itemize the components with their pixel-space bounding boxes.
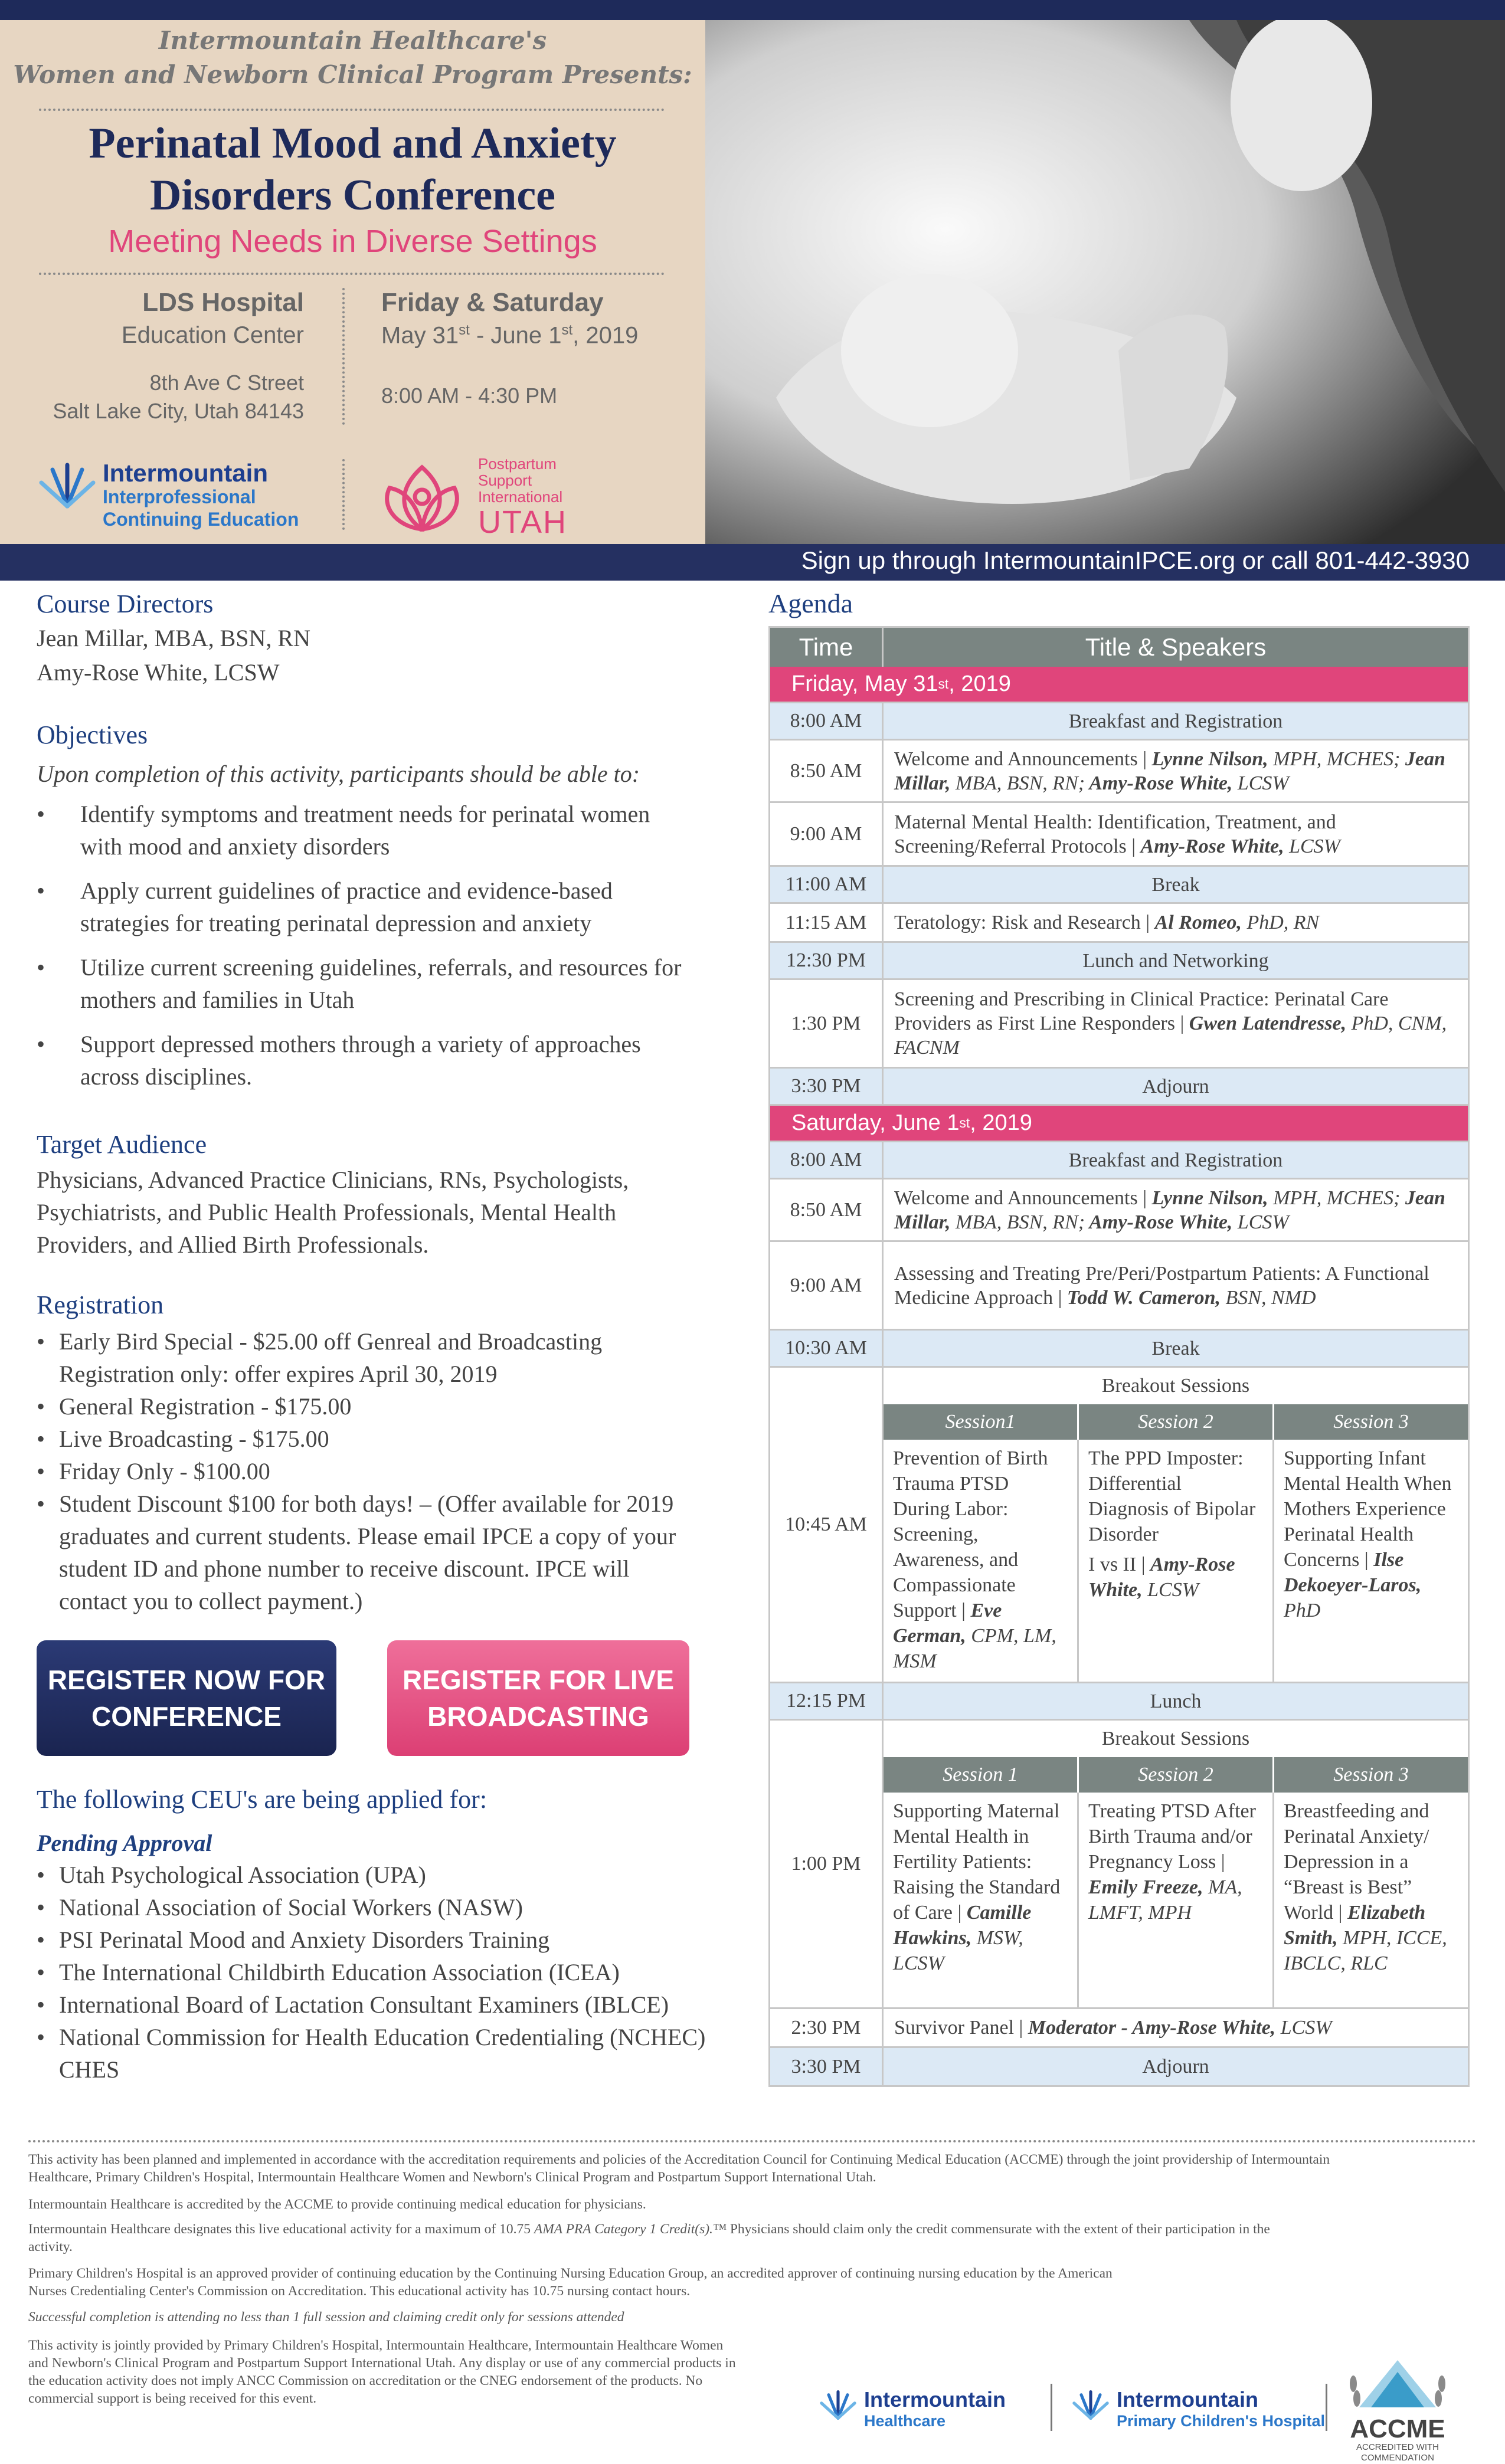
day-friday: Friday, May 31 st , 2019 (770, 667, 1468, 703)
session-headers (884, 1757, 1468, 1793)
table-row (770, 740, 1468, 803)
footer-divider (28, 2140, 1477, 2142)
session-cell: Supporting Infant Mental Health When Mothers Experience Perinatal Health Concerns | Ilse Dekoeyer-Laros, PhD (1272, 1440, 1468, 1682)
list-item: • PSI Perinatal Mood and Anxiety Disorders Training (37, 1924, 709, 1956)
psi-utah-logo (378, 455, 567, 541)
conference-title-2: Disorders Conference (149, 171, 556, 219)
row-time: 11:15 AM (770, 904, 884, 941)
breakout-sessions (884, 1368, 1468, 1682)
logo-sub: Healthcare (864, 2412, 946, 2430)
logo-name: Intermountain (103, 459, 268, 487)
row-title: Welcome and Announcements | Lynne Nilson, MPH, MCHES; Jean Millar, MBA, BSN, RN; Amy-Rose White, LCSW (894, 748, 1445, 794)
conference-title-1: Perinatal Mood and Anxiety (89, 119, 617, 168)
list-item: • The International Childbirth Education Association (ICEA) (37, 1956, 709, 1988)
logo-separator (1326, 2384, 1327, 2431)
divider (39, 109, 665, 111)
divider (39, 273, 665, 275)
session-header: Session 3 (1272, 1404, 1468, 1440)
footer-joint-provider: This activity is jointly provided by Primary Children's Hospital, Intermountain Healthcare, Intermountain Healthcare Women and Newborn's Clinical Program and Postpartum Support International Utah. Any display or use of any commercial products in the education activity does not imply ANCC Commission on accreditation or the CNEG endorsement of the products. No commercial support is being received for this event. (28, 2338, 736, 2406)
vertical-divider (342, 288, 345, 425)
presents-line-1: Intermountain Healthcare's (158, 26, 547, 55)
session-cells (884, 1793, 1468, 2007)
list-item: • Friday Only - $100.00 (37, 1455, 698, 1487)
row-title: Lunch (1150, 1690, 1202, 1712)
session-headers (884, 1404, 1468, 1440)
row-time: 8:50 AM (770, 740, 884, 801)
list-item: • Utilize current screening guidelines, referrals, and resources for mothers and families in Utah (37, 951, 698, 1016)
agenda-table (768, 626, 1470, 2087)
list-item: • National Commission for Health Education Credentialing (NCHEC) CHES (37, 2021, 709, 2086)
objectives-heading: Objectives (37, 720, 148, 749)
session-cells (884, 1440, 1468, 1682)
table-row (770, 943, 1468, 980)
signup-text[interactable]: Sign up through IntermountainIPCE.org or call 801-442-3930 (801, 546, 1470, 574)
accme-badge (1339, 2354, 1457, 2463)
venue-name: LDS Hospital (142, 288, 304, 317)
logo-line-3: Continuing Education (103, 509, 299, 530)
intermountain-ipce-logo (38, 459, 299, 530)
row-title: Breakfast and Registration (1068, 1149, 1283, 1171)
table-row (770, 904, 1468, 943)
registration-heading: Registration (37, 1290, 164, 1319)
button-label: REGISTER NOW FOR (47, 1664, 326, 1695)
agenda-heading: Agenda (768, 588, 853, 618)
session-cell: Treating PTSD After Birth Trauma and/or Pregnancy Loss | Emily Freeze, MA, LMFT, MPH (1077, 1793, 1272, 2007)
row-time: 9:00 AM (770, 1242, 884, 1329)
row-time: 8:50 AM (770, 1179, 884, 1240)
row-time: 2:30 PM (770, 2009, 884, 2046)
row-time: 10:30 AM (770, 1331, 884, 1366)
row-time: 12:15 PM (770, 1683, 884, 1719)
psi-line-3: International (478, 488, 563, 506)
table-row (770, 1142, 1468, 1179)
row-time: 12:30 PM (770, 943, 884, 978)
table-row (770, 980, 1468, 1069)
logo-line-2: Interprofessional (103, 486, 256, 507)
objectives-list (37, 798, 698, 1105)
psi-utah: UTAH (478, 504, 567, 540)
button-label: BROADCASTING (427, 1701, 649, 1732)
top-bar (0, 0, 1505, 20)
session-cell: Breastfeeding and Perinatal Anxiety/ Depression in a “Breast is Best” World | Elizabeth Smith, MPH, ICCE, IBCLC, RLC (1272, 1793, 1468, 2007)
register-live-button[interactable] (387, 1640, 689, 1756)
accme-label: ACCME (1350, 2414, 1445, 2443)
table-row (770, 1242, 1468, 1331)
row-title: Breakfast and Registration (1068, 710, 1283, 732)
row-title: Break (1151, 1337, 1200, 1359)
row-time: 3:30 PM (770, 1069, 884, 1104)
objectives-intro: Upon completion of this activity, participants should be able to: (37, 761, 640, 787)
row-time: 11:00 AM (770, 867, 884, 902)
accme-laurel-icon (1347, 2354, 1448, 2413)
psi-line-2: Support (478, 471, 532, 489)
psi-line-1: Postpartum (478, 455, 557, 473)
footer-credits: Intermountain Healthcare designates this live educational activity for a maximum of 10.75 AMA PRA Category 1 Credit(s).™ Physicians should claim only the credit commensurate with the extent of their participation in the activity. (28, 2221, 1270, 2255)
row-title: Lunch and Networking (1082, 949, 1269, 972)
presents-line-2: Women and Newborn Clinical Program Presents: (13, 60, 692, 89)
list-item: • International Board of Lactation Consultant Examiners (IBLCE) (37, 1988, 709, 2021)
conference-subtitle: Meeting Needs in Diverse Settings (108, 224, 597, 259)
breakout-title: Breakout Sessions (1101, 1375, 1250, 1397)
row-time: 3:30 PM (770, 2048, 884, 2085)
row-time: 8:00 AM (770, 1142, 884, 1178)
table-row (770, 867, 1468, 904)
table-row (770, 1069, 1468, 1106)
intermountain-burst-icon (819, 2387, 857, 2423)
target-audience-text: Physicians, Advanced Practice Clinicians, RNs, Psychologists, Psychiatrists, and Public Health Professionals, Mental Health Providers, and Allied Birth Professionals. (37, 1167, 629, 1258)
row-title: Maternal Mental Health: Identification, Treatment, and Screening/Referral Protocols | Amy-Rose White, LCSW (894, 811, 1340, 857)
session-header: Session 1 (884, 1757, 1077, 1793)
address-line-2: Salt Lake City, Utah 84143 (53, 399, 304, 423)
agenda-header-row (770, 628, 1468, 667)
row-time: 1:00 PM (770, 1721, 884, 2007)
table-row (770, 2009, 1468, 2048)
logo-name: Intermountain (864, 2387, 1006, 2411)
mother-baby-photo (705, 20, 1505, 544)
row-time: 9:00 AM (770, 803, 884, 865)
breakout-title: Breakout Sessions (1101, 1728, 1250, 1749)
session-cell: Prevention of Birth Trauma PTSD During Labor: Screening, Awareness, and Compassionate Support | Eve German, CPM, LM, MSM (893, 1447, 1056, 1672)
time-column-header: Time (770, 628, 884, 667)
event-days: Friday & Saturday (381, 288, 604, 317)
list-item: • Early Bird Special - $25.00 off Genreal and Broadcasting Registration only: offer expires April 30, 2019 (37, 1325, 698, 1390)
row-title: Break (1151, 873, 1200, 896)
course-directors-heading: Course Directors (37, 589, 214, 618)
list-item: • Identify symptoms and treatment needs for perinatal women with mood and anxiety disorders (37, 798, 698, 863)
table-row (770, 703, 1468, 740)
row-title: Adjourn (1142, 2056, 1209, 2078)
breakout-row (770, 1368, 1468, 1683)
ceu-list (37, 1859, 709, 2086)
director-1: Jean Millar, MBA, BSN, RN (37, 625, 310, 651)
session-header: Session 2 (1077, 1404, 1272, 1440)
registration-list (37, 1325, 698, 1617)
button-label: REGISTER FOR LIVE (402, 1664, 675, 1695)
session-header: Session1 (884, 1404, 1077, 1440)
list-item: • Apply current guidelines of practice and evidence-based strategies for treating perinatal depression and anxiety (37, 874, 698, 939)
list-item: • Support depressed mothers through a variety of approaches across disciplines. (37, 1028, 698, 1093)
row-title: Adjourn (1142, 1075, 1209, 1097)
list-item: • Live Broadcasting - $175.00 (37, 1423, 698, 1455)
logo-name: Intermountain (1117, 2387, 1258, 2411)
intermountain-burst-icon (1072, 2387, 1110, 2423)
row-time: 10:45 AM (770, 1368, 884, 1682)
session-header: Session 3 (1272, 1757, 1468, 1793)
table-row (770, 803, 1468, 867)
footer-accme: Intermountain Healthcare is accredited by the ACCME to provide continuing medical education for physicians. (28, 2197, 646, 2212)
intermountain-burst-icon (38, 459, 97, 512)
session-cell: Supporting Maternal Mental Health in Fertility Patients: Raising the Standard of Care | Camille Hawkins, MSW, LCSW (893, 1800, 1061, 1974)
list-item: • Utah Psychological Association (UPA) (37, 1859, 709, 1891)
lotus-icon (378, 456, 466, 538)
table-row (770, 2048, 1468, 2085)
row-title: Teratology: Risk and Research | Al Romeo, PhD, RN (894, 912, 1320, 933)
logo-separator (1051, 2384, 1052, 2431)
breakout-row (770, 1721, 1468, 2009)
table-row (770, 1683, 1468, 1721)
register-conference-button[interactable] (37, 1640, 336, 1756)
row-time: 8:00 AM (770, 703, 884, 739)
row-time: 1:30 PM (770, 980, 884, 1067)
accme-line: ACCREDITED WITH (1356, 2442, 1439, 2452)
pending-approval: Pending Approval (37, 1830, 212, 1856)
breakout-sessions (884, 1721, 1468, 2007)
list-item: • General Registration - $175.00 (37, 1390, 698, 1423)
list-item: • Student Discount $100 for both days! – (Offer available for 2019 graduates and current students. Please email IPCE a copy of your student ID and phone number to receive discount. IPCE will contact you to collect payment.) (37, 1487, 698, 1617)
table-row (770, 1179, 1468, 1242)
venue-center: Education Center (121, 322, 304, 348)
address-line-1: 8th Ave C Street (149, 371, 304, 395)
event-hours: 8:00 AM - 4:30 PM (381, 384, 558, 408)
footer-accreditation: This activity has been planned and implemented in accordance with the accreditation requirements and policies of the Accreditation Council for Continuing Medical Education (ACCME) through the joint providership of Intermountain Healthcare, Primary Children's Hospital, Intermountain Healthcare Women and Newborn's Clinical Program and Postpartum Support International Utah. (28, 2152, 1330, 2185)
row-title: Survivor Panel | Moderator - Amy-Rose White, LCSW (894, 2017, 1332, 2039)
logo-sub: Primary Children's Hospital (1117, 2412, 1326, 2430)
row-title: Screening and Prescribing in Clinical Practice: Perinatal Care Providers as First Line Responders | Gwen Latendresse, PhD, CNM, FACNM (894, 988, 1447, 1059)
day-saturday: Saturday, June 1 st , 2019 (770, 1106, 1468, 1142)
row-title: Assessing and Treating Pre/Peri/Postpartum Patients: A Functional Medicine Approach | Todd W. Cameron, BSN, NMD (894, 1262, 1429, 1309)
event-dates: May 31st - June 1st, 2019 (381, 322, 639, 349)
row-title: Welcome and Announcements | Lynne Nilson, MPH, MCHES; Jean Millar, MBA, BSN, RN; Amy-Rose White, LCSW (894, 1187, 1445, 1233)
button-label: CONFERENCE (91, 1701, 282, 1732)
ceu-heading: The following CEU's are being applied for: (37, 1785, 488, 1814)
footer-nursing: Primary Children's Hospital is an approved provider of continuing education by the Continuing Nursing Education Group, an accredited approver of continuing nursing education by the American Nurses Credentialing Center's Commission on Accreditation. This educational activity has 10.75 nursing contact hours. (28, 2266, 1113, 2299)
accme-line: COMMENDATION (1361, 2453, 1434, 2463)
vertical-divider (342, 459, 345, 530)
session-cell: The PPD Imposter: Differential Diagnosis of Bipolar Disorder I vs II | Amy-Rose White, LCSW (1077, 1440, 1272, 1682)
list-item: • National Association of Social Workers (NASW) (37, 1891, 709, 1924)
table-row (770, 1331, 1468, 1368)
target-audience-heading: Target Audience (37, 1130, 207, 1159)
session-header: Session 2 (1077, 1757, 1272, 1793)
photo-illustration (705, 20, 1505, 544)
director-2: Amy-Rose White, LCSW (37, 659, 280, 686)
title-column-header: Title & Speakers (1085, 633, 1267, 661)
footer-completion: Successful completion is attending no less than 1 full session and claiming credit only for sessions attended (28, 2309, 624, 2325)
